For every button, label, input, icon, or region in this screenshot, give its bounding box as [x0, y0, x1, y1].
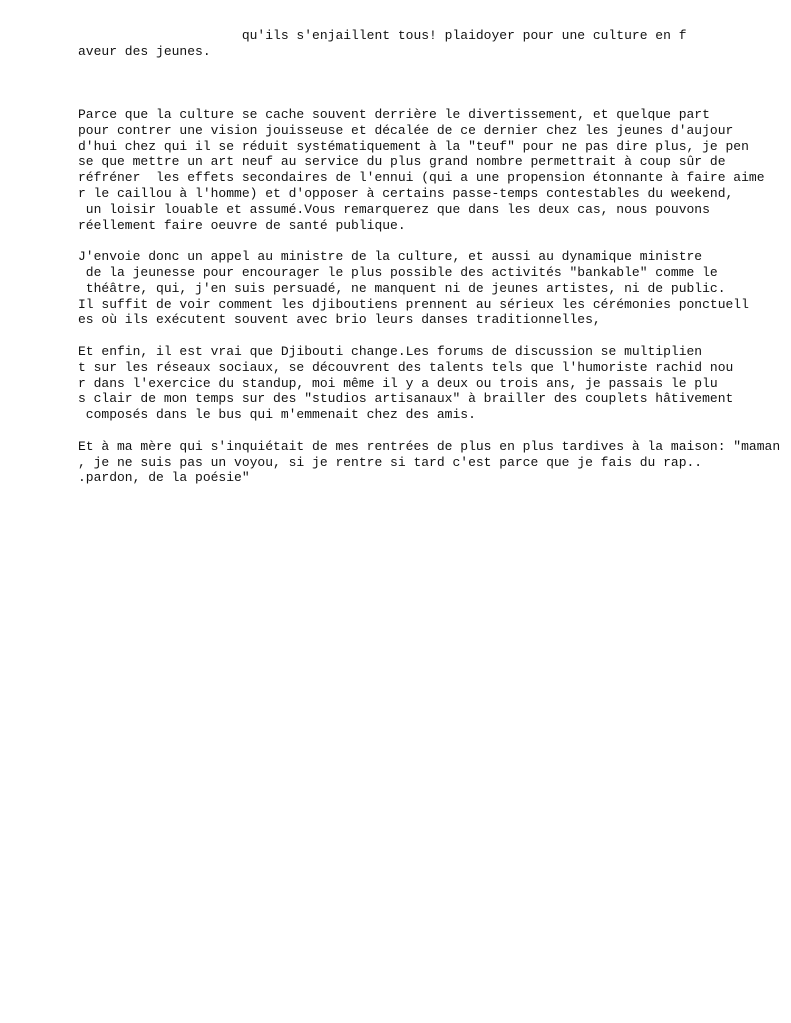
paragraph-3 [78, 344, 778, 423]
spacer [78, 60, 778, 107]
text-line: Il suffit de voir comment les djiboutiens prennent au sérieux les cérémonies ponctuell [78, 296, 749, 312]
text-line: s clair de mon temps sur des "studios artisanaux" à brailler des couplets hâtivement [78, 391, 734, 407]
text-line: , je ne suis pas un voyou, si je rentre si tard c'est parce que je fais du rap.. [78, 454, 703, 470]
text-line: J'envoie donc un appel au ministre de la culture, et aussi au dynamique ministre [78, 249, 703, 265]
text-line: r le caillou à l'homme) et d'opposer à certains passe-temps contestables du weekend, [78, 185, 734, 201]
paragraph-1 [78, 107, 778, 233]
paragraph-2 [78, 249, 778, 328]
text-line: t sur les réseaux sociaux, se découvrent des talents tels que l'humoriste rachid nou [78, 359, 734, 375]
text-line: Et à ma mère qui s'inquiétait de mes rentrées de plus en plus tardives à la maison: "maman [78, 438, 781, 454]
document-title [78, 28, 778, 60]
paragraph-gap [78, 423, 778, 439]
text-line: Parce que la culture se cache souvent derrière le divertissement, et quelque part [78, 106, 710, 122]
title-line: qu'ils s'enjaillent tous! plaidoyer pour une culture en f [78, 28, 687, 43]
text-line: théâtre, qui, j'en suis persuadé, ne manquent ni de jeunes artistes, ni de public. [78, 280, 726, 296]
text-line: de la jeunesse pour encourager le plus possible des activités "bankable" comme le [78, 264, 718, 280]
text-line: composés dans le bus qui m'emmenait chez des amis. [78, 407, 476, 423]
paragraph-gap [78, 233, 778, 249]
title-line: aveur des jeunes. [78, 43, 211, 59]
document-body [78, 28, 781, 486]
paragraph-gap [78, 328, 778, 344]
text-line: un loisir louable et assumé.Vous remarquerez que dans les deux cas, nous pouvons [78, 201, 710, 217]
text-line: pour contrer une vision jouisseuse et décalée de ce dernier chez les jeunes d'aujour [78, 122, 734, 138]
paragraph-4 [78, 438, 781, 486]
text-line: d'hui chez qui il se réduit systématiquement à la "teuf" pour ne pas dire plus, je pen [78, 138, 749, 154]
text-line: Et enfin, il est vrai que Djibouti change.Les forums de discussion se multiplien [78, 343, 703, 359]
text-line: r dans l'exercice du standup, moi même il y a deux ou trois ans, je passais le plu [78, 375, 718, 391]
text-line: .pardon, de la poésie" [78, 470, 250, 486]
text-line: réfréner les effets secondaires de l'ennui (qui a une propension étonnante à faire aime [78, 170, 765, 186]
text-line: réellement faire oeuvre de santé publique. [78, 217, 406, 233]
text-line: es où ils exécutent souvent avec brio leurs danses traditionnelles, [78, 312, 601, 328]
text-line: se que mettre un art neuf au service du plus grand nombre permettrait à coup sûr de [78, 154, 726, 170]
